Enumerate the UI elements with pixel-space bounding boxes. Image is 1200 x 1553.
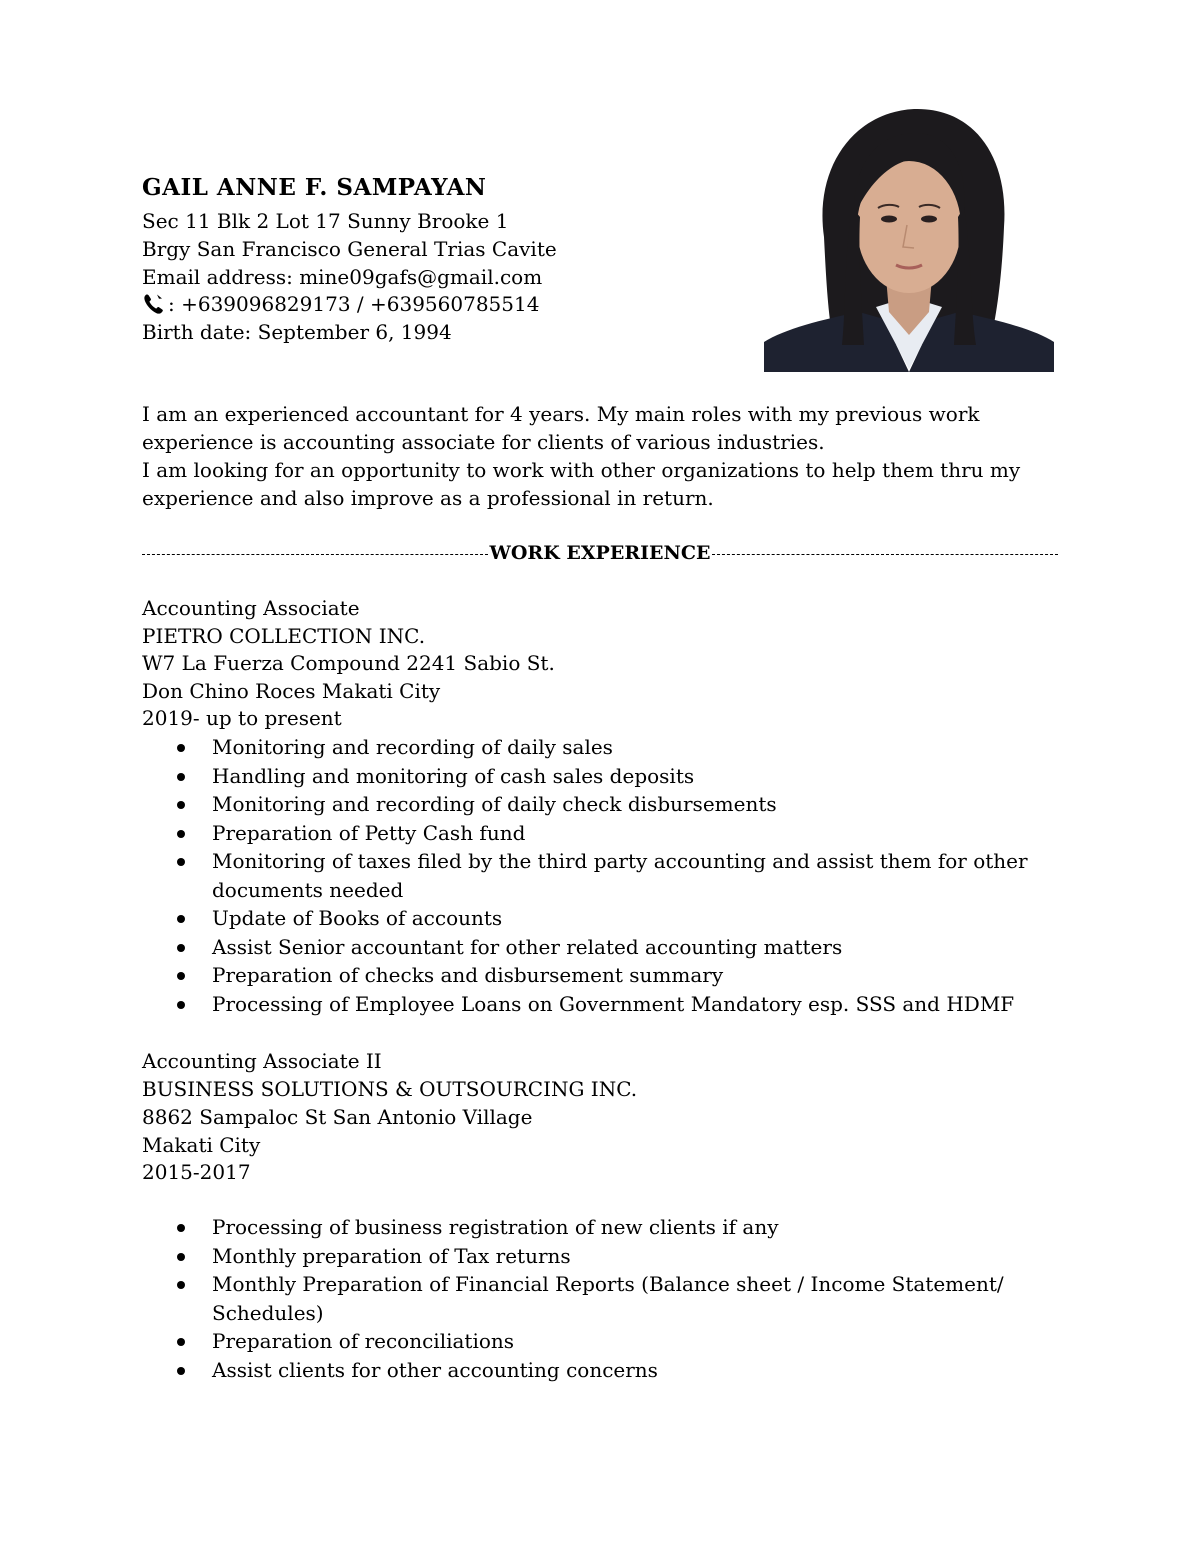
- job-1-address-1: W7 La Fuerza Compound 2241 Sabio St.: [142, 651, 555, 675]
- birth-date: Birth date: September 6, 1994: [142, 320, 452, 344]
- list-item: [142, 819, 1042, 848]
- list-item: [142, 1356, 1042, 1385]
- job-2-duties: [142, 1213, 1042, 1384]
- list-item: [142, 847, 1042, 904]
- list-item: [142, 990, 1042, 1019]
- bullet-icon: [177, 1367, 185, 1375]
- bullet-icon: [177, 972, 185, 980]
- job-1-duties: [142, 733, 1042, 1018]
- address-line-2: Brgy San Francisco General Trias Cavite: [142, 237, 557, 261]
- list-item: [142, 1213, 1042, 1242]
- list-item: [142, 1270, 1042, 1327]
- bullet-icon: [177, 830, 185, 838]
- job-2-title: Accounting Associate II: [142, 1049, 382, 1073]
- duty-text: Monitoring and recording of daily sales: [212, 735, 613, 759]
- job-2-address-2: Makati City: [142, 1133, 261, 1157]
- phone-numbers: : +639096829173 / +639560785514: [168, 292, 540, 316]
- bullet-icon: [177, 801, 185, 809]
- bullet-icon: [177, 773, 185, 781]
- address-line-1: Sec 11 Blk 2 Lot 17 Sunny Brooke 1: [142, 209, 509, 233]
- list-item: [142, 961, 1042, 990]
- duty-text: Handling and monitoring of cash sales deposits: [212, 763, 695, 788]
- job-2-address-1: 8862 Sampaloc St San Antonio Village: [142, 1105, 533, 1129]
- duty-text: Assist Senior accountant for other related accounting matters: [212, 934, 843, 959]
- list-item: [142, 904, 1042, 933]
- bullet-icon: [177, 744, 185, 752]
- list-item: [142, 733, 1042, 762]
- summary-line-1: I am an experienced accountant for 4 years. My main roles with my previous work: [142, 402, 980, 426]
- duty-text: Monitoring of taxes filed by the third party accounting and assist them for other documents needed: [212, 849, 1028, 902]
- duty-text: Assist clients for other accounting concerns: [212, 1357, 658, 1382]
- email-line: Email address: mine09gafs@gmail.com: [142, 265, 543, 289]
- divider-dash-left: [142, 554, 488, 555]
- bullet-icon: [177, 1224, 185, 1232]
- job-2-period: 2015-2017: [142, 1160, 251, 1184]
- bullet-icon: [177, 1253, 185, 1261]
- bullet-icon: [177, 915, 185, 923]
- duty-text: Preparation of Petty Cash fund: [212, 820, 526, 845]
- duty-text: Monthly preparation of Tax returns: [212, 1243, 571, 1268]
- job-1-company: PIETRO COLLECTION INC.: [142, 624, 426, 648]
- duty-text: Preparation of reconciliations: [212, 1329, 515, 1353]
- duty-text: Processing of business registration of new clients if any: [212, 1215, 779, 1239]
- profile-photo-illustration: [764, 107, 1054, 372]
- list-item: [142, 933, 1042, 962]
- summary-line-2: experience is accounting associate for clients of various industries.: [142, 430, 825, 454]
- applicant-name: GAIL ANNE F. SAMPAYAN: [142, 174, 487, 201]
- duty-text: Preparation of checks and disbursement summary: [212, 963, 724, 987]
- phone-icon: [142, 292, 166, 316]
- list-item: [142, 790, 1042, 819]
- bullet-icon: [177, 944, 185, 952]
- bullet-icon: [177, 1338, 185, 1346]
- divider-dash-right: [712, 554, 1058, 555]
- duty-text: Monthly Preparation of Financial Reports (Balance sheet / Income Statement/ Schedules): [212, 1272, 1004, 1325]
- list-item: [142, 1327, 1042, 1356]
- duty-text: Processing of Employee Loans on Government Mandatory esp. SSS and HDMF: [212, 991, 1015, 1016]
- bullet-icon: [177, 1281, 185, 1289]
- list-item: [142, 1242, 1042, 1271]
- summary-line-4: experience and also improve as a professional in return.: [142, 486, 714, 510]
- phone-line: [142, 290, 539, 318]
- bullet-icon: [177, 1001, 185, 1009]
- duty-text: Monitoring and recording of daily check disbursements: [212, 792, 777, 816]
- duty-text: Update of Books of accounts: [212, 906, 503, 930]
- job-1-period: 2019- up to present: [142, 706, 342, 730]
- job-1-address-2: Don Chino Roces Makati City: [142, 679, 441, 703]
- bullet-icon: [177, 858, 185, 866]
- work-experience-heading: WORK EXPERIENCE: [489, 542, 711, 564]
- list-item: [142, 762, 1042, 791]
- job-2-company: BUSINESS SOLUTIONS & OUTSOURCING INC.: [142, 1077, 638, 1101]
- summary-line-3: I am looking for an opportunity to work with other organizations to help them thru my: [142, 458, 1021, 482]
- profile-photo: [764, 107, 1054, 372]
- work-experience-divider: [142, 539, 1058, 567]
- job-1-title: Accounting Associate: [142, 596, 360, 620]
